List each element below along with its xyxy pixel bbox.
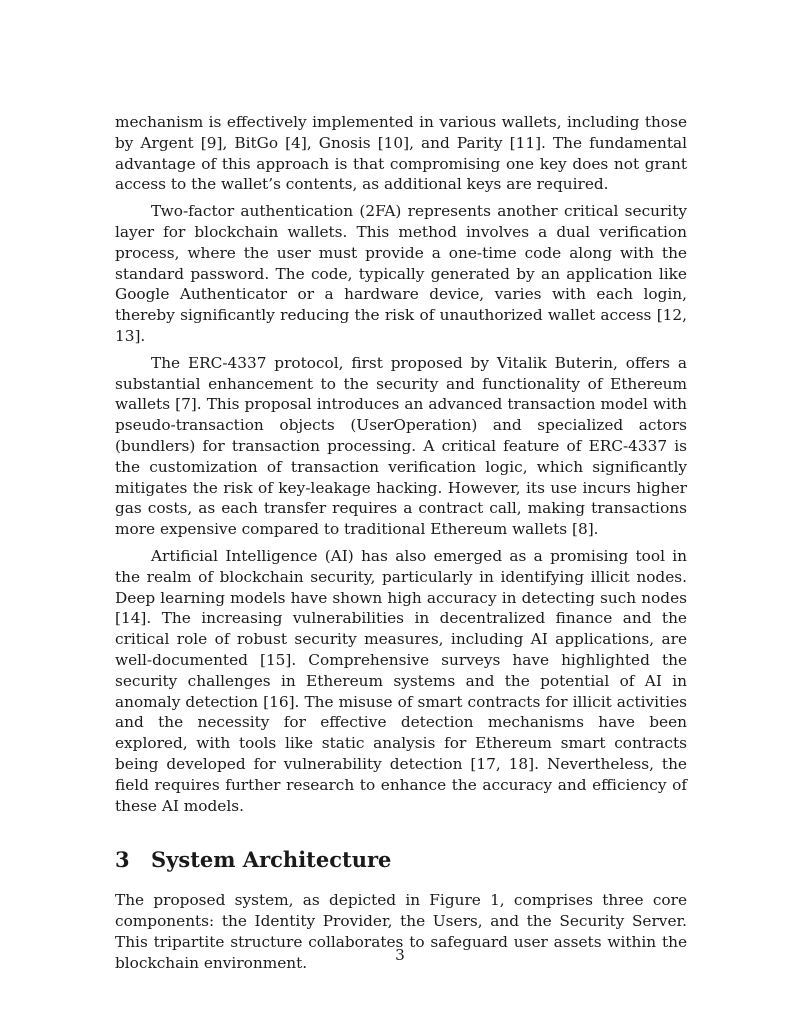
section-title: System Architecture <box>151 847 392 873</box>
paragraph-multisig-continuation: mechanism is effectively implemented in various wallets, including those by Argent [9], BitGo [4], Gnosis [10], and Parity [11]. The fundamental advantage of this approach is that compromising one key does not grant access to the wallet’s contents, as additional keys are required. <box>115 113 687 194</box>
paragraph-erc4337: The ERC-4337 protocol, first proposed by Vitalik Buterin, offers a substantial enhancement to the security and functionality of Ethereum wallets [7]. This proposal introduces an advanced transaction model with pseudo-transaction objects (UserOperation) and specialized actors (bundlers) for transaction processing. A critical feature of ERC-4337 is the customization of transaction verification logic, which significantly mitigates the risk of key-leakage hacking. However, its use incurs higher gas costs, as each transfer requires a contract call, making transactions more expensive compared to traditional Ethereum wallets [8]. <box>115 353 687 539</box>
page-number: 3 <box>395 946 405 964</box>
paragraph-2fa: Two-factor authentication (2FA) represents another critical security layer for blockchain wallets. This method involves a dual verification process, where the user must provide a one-time code along with the standard password. The code, typically generated by an application like Google Authenticator or a hardware device, varies with each login, thereby significantly reducing the risk of unauthorized wallet access [12, 13]. <box>115 202 687 345</box>
page-body <box>115 112 687 979</box>
paragraph-ai-security: Artificial Intelligence (AI) has also emerged as a promising tool in the realm of blockchain security, particularly in identifying illicit nodes. Deep learning models have shown high accuracy in detecting such nodes [14]. The increasing vulnerabilities in decentralized finance and the critical role of robust security measures, including AI applications, are well-documented [15]. Comprehensive surveys have highlighted the security challenges in Ethereum systems and the potential of AI in anomaly detection [16]. The misuse of smart contracts for illicit activities and the necessity for effective detection mechanisms have been explored, with tools like static analysis for Ethereum smart contracts being developed for vulnerability detection [17, 18]. Nevertheless, the field requires further research to enhance the accuracy and efficiency of these AI models. <box>115 546 687 815</box>
section-number: 3 <box>115 847 130 873</box>
section-heading <box>115 846 687 874</box>
paragraph-system-overview: The proposed system, as depicted in Figure 1, comprises three core components: the Identity Provider, the Users, and the Security Server. This tripartite structure collaborates to safeguard user assets within the blockchain environment. <box>115 891 687 972</box>
